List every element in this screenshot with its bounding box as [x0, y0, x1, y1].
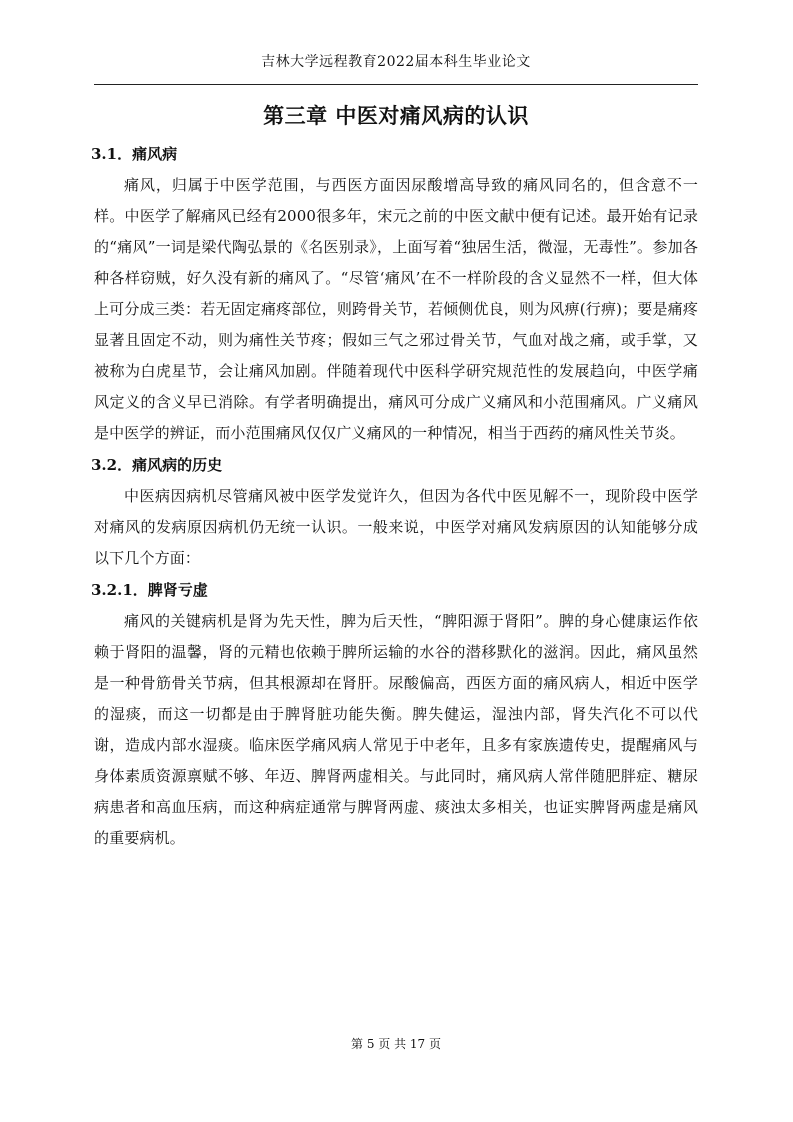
- paragraph-3-2: 中医病因病机尽管痛风被中医学发觉许久，但因为各代中医见解不一，现阶段中医学对痛风的发病原因病机仍无统一认识。一般来说，中医学对痛风发病原因的认知能够分成以下几个方面：: [94, 487, 698, 567]
- section-heading-3-1: 3.1．痛风病: [91, 145, 178, 163]
- header-divider: [94, 84, 698, 85]
- running-header: 吉林大学远程教育2022届本科生毕业论文: [261, 54, 531, 70]
- section-heading-3-2-1: 3.2.1．脾肾亏虚: [91, 581, 208, 599]
- paragraph-3-1: 痛风，归属于中医学范围，与西医方面因尿酸增高导致的痛风同名的，但含意不一样。中医学了解痛风已经有2000很多年，宋元之前的中医文献中便有记述。最开始有记录的“痛风”一词是梁代陶弘景的《名医别录》，上面写着“独居生活，微湿，无毒性”。参加各种各样窃贼，好久没有新的痛风了。“尽管‘痛风’在不一样阶段的含义显然不一样，但大体上可分成三类：若无固定痛疼部位，则跨骨关节，若倾侧优良，则为风痹(行痹)；要是痛疼显著且固定不动，则为痛性关节疼；假如三气之邪过骨关节，气血对战之痛，或手掌，又被称为白虎星节，会让痛风加剧。伴随着现代中医科学研究规范性的发展趋向，中医学痛风定义的含义早已消除。有学者明确提出，痛风可分成广义痛风和小范围痛风。广义痛风是中医学的辨证，而小范围痛风仅仅广义痛风的一种情况，相当于西药的痛风性关节炎。: [94, 176, 698, 442]
- chapter-title: 第三章 中医对痛风病的认识: [263, 103, 529, 128]
- paragraph-3-2-1: 痛风的关键病机是肾为先天性，脾为后天性，“脾阳源于肾阳”。脾的身心健康运作依赖于肾阳的温馨，肾的元精也依赖于脾所运输的水谷的潜移默化的滋润。因此，痛风虽然是一种骨筋骨关节病，但其根源却在肾肝。尿酸偏高，西医方面的痛风病人，相近中医学的湿痰，而这一切都是由于脾肾脏功能失衡。脾失健运，湿浊内部，肾失汽化不可以代谢，造成内部水湿痰。临床医学痛风病人常见于中老年，且多有家族遗传史，提醒痛风与身体素质资源禀赋不够、年迈、脾肾两虚相关。与此同时，痛风病人常伴随肥胖症、糖尿病患者和高血压病，而这种病症通常与脾肾两虚、痰浊太多相关，也证实脾肾两虚是痛风的重要病机。: [94, 612, 698, 847]
- page-number-footer: 第 5 页 共 17 页: [351, 1037, 441, 1051]
- section-heading-3-2: 3.2．痛风病的历史: [91, 456, 223, 474]
- page-body: [91, 100, 698, 856]
